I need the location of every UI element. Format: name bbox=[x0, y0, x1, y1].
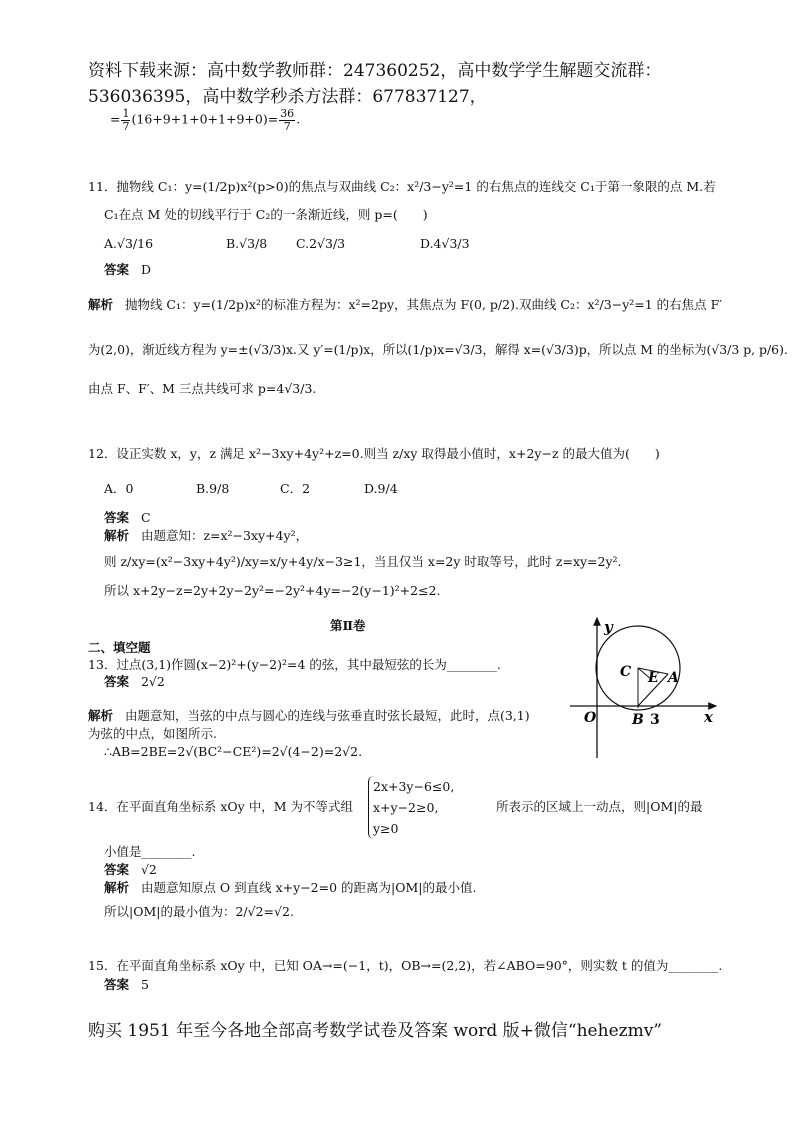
q12-answer: 答案 C bbox=[104, 510, 151, 525]
q15-stem: 15．在平面直角坐标系 xOy 中，已知 OA→=(−1，t)，OB→=(2,2)，若∠ABO=90°，则实数 t 的值为________. bbox=[88, 958, 723, 973]
source-header-line-1: 资料下载来源：高中数学教师群：247360252，高中数学学生解题交流群： bbox=[88, 61, 662, 81]
q12-option-c: C．2 bbox=[280, 481, 311, 496]
q13-answer: 答案 2√2 bbox=[104, 674, 165, 689]
q12-analysis-line-1: 解析 由题意知：z=x²−3xy+4y²， bbox=[104, 528, 309, 543]
q11-analysis-line-2: 为(2,0)，渐近线方程为 y=±(√3/3)x.又 y′=(1/p)x，所以(1/p)x=√3/3，解得 x=(√3/3)p，所以点 M 的坐标为(√3/3 p, p/6). bbox=[88, 342, 788, 357]
q10-result-line: = $\frac{1}{7}$ (16+9+1+0+1+9+0)= $\frac{36}{7}$ . bbox=[110, 107, 301, 133]
q14-inequality-system bbox=[368, 776, 454, 839]
label-e: E bbox=[648, 670, 659, 686]
q11-stem-line-1: 11．抛物线 C₁：y=(1/2p)x²(p>0)的焦点与双曲线 C₂：x²/3−y²=1 的右焦点的连线交 C₁于第一象限的点 M.若 bbox=[88, 179, 716, 194]
q11-answer: 答案 D bbox=[104, 262, 151, 277]
q14-analysis-line-2: 所以|OM|的最小值为：2/√2=√2. bbox=[104, 904, 294, 919]
q13-analysis-line-2: 为弦的中点，如图所示. bbox=[88, 726, 217, 741]
q14-analysis-line-1: 解析 由题意知原点 O 到直线 x+y−2=0 的距离为|OM|的最小值. bbox=[104, 880, 477, 895]
q13-analysis-line-1: 解析 由题意知，当弦的中点与圆心的连线与弦垂直时弦长最短，此时，点(3,1) bbox=[88, 708, 530, 723]
source-header-line-2: 536036395，高中数学秒杀方法群：677837127， bbox=[88, 87, 487, 107]
fill-blank-heading: 二、填空题 bbox=[88, 640, 151, 655]
q14-stem-line-2: 小值是________. bbox=[104, 844, 196, 859]
label-x: x bbox=[704, 708, 713, 726]
q14-inequality-1: 2x+3y−6≤0, bbox=[373, 779, 455, 794]
q13-analysis-line-3: ∴AB=2BE=2√(BC²−CE²)=2√(4−2)=2√2. bbox=[104, 744, 363, 759]
circle-chord-figure bbox=[566, 612, 726, 762]
q12-option-a: A．0 bbox=[104, 481, 134, 496]
q12-option-b: B.9/8 bbox=[196, 481, 230, 496]
q11-option-a: A.√3/16 bbox=[104, 236, 154, 251]
q14-inequality-2: x+y−2≥0, bbox=[373, 800, 439, 815]
q11-stem-line-2: C₁在点 M 处的切线平行于 C₂的一条渐近线，则 p=( ) bbox=[104, 207, 428, 222]
label-c: C bbox=[620, 664, 632, 680]
footer-purchase-note: 购买 1951 年至今各地全部高考数学试卷及答案 word 版+微信“hehezmv” bbox=[88, 1021, 662, 1041]
label-a: A bbox=[668, 670, 679, 686]
part-two-title: 第Ⅱ卷 bbox=[330, 618, 366, 633]
q14-stem-post: 所表示的区域上一动点，则|OM|的最 bbox=[496, 799, 703, 814]
q15-answer: 答案 5 bbox=[104, 977, 149, 992]
label-three: 3 bbox=[650, 712, 660, 728]
q11-option-c: C.2√3/3 bbox=[296, 236, 346, 251]
q14-inequality-3: y≥0 bbox=[373, 821, 399, 836]
label-y: y bbox=[604, 618, 613, 636]
q12-analysis-line-2: 则 z/xy=(x²−3xy+4y²)/xy=x/y+4y/x−3≥1，当且仅当 x=2y 时取等号，此时 z=xy=2y². bbox=[104, 554, 622, 569]
q14-stem-pre: 14．在平面直角坐标系 xOy 中，M 为不等式组 bbox=[88, 799, 353, 814]
q12-analysis-line-3: 所以 x+2y−z=2y+2y−2y²=−2y²+4y=−2(y−1)²+2≤2. bbox=[104, 583, 441, 598]
q11-option-d: D.4√3/3 bbox=[420, 236, 470, 251]
q11-analysis-line-3: 由点 F、F′、M 三点共线可求 p=4√3/3. bbox=[88, 381, 317, 396]
q12-option-d: D.9/4 bbox=[364, 481, 398, 496]
q13-stem: 13．过点(3,1)作圆(x−2)²+(y−2)²=4 的弦，其中最短弦的长为________. bbox=[88, 657, 501, 672]
label-o: O bbox=[584, 710, 597, 726]
q11-analysis-line-1: 解析 抛物线 C₁：y=(1/2p)x²的标准方程为：x²=2py，其焦点为 F(0, p/2).双曲线 C₂：x²/3−y²=1 的右焦点 F′ bbox=[88, 297, 723, 312]
q14-answer: 答案 √2 bbox=[104, 862, 157, 877]
q11-option-b: B.√3/8 bbox=[226, 236, 268, 251]
label-b: B bbox=[632, 712, 644, 728]
q12-stem: 12．设正实数 x，y，z 满足 x²−3xy+4y²+z=0.则当 z/xy 取得最小值时，x+2y−z 的最大值为( ) bbox=[88, 446, 660, 461]
